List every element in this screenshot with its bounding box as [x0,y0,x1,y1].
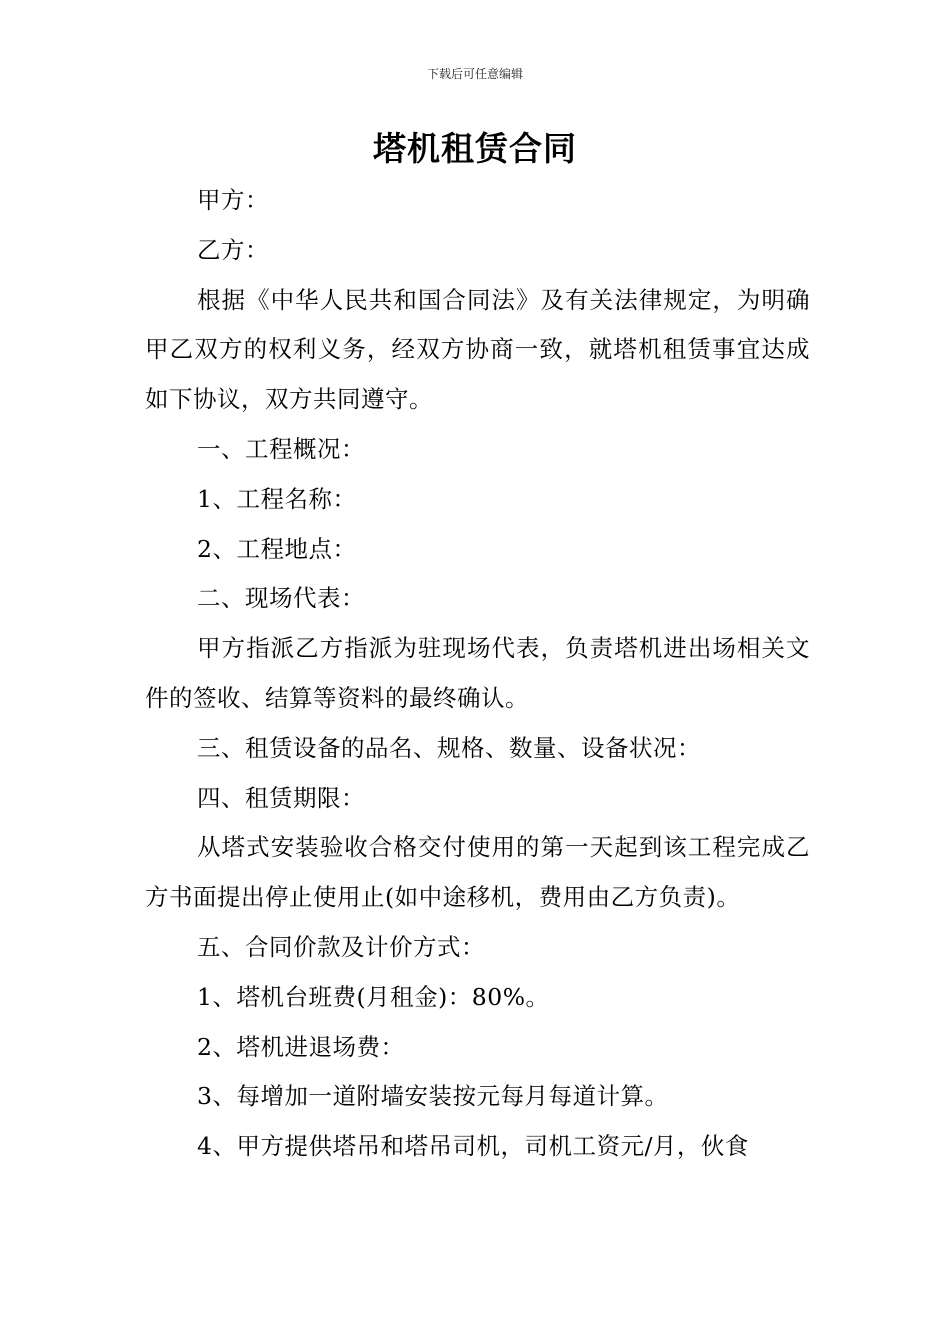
price-item-4: 4、甲方提供塔吊和塔吊司机，司机工资元/月，伙食 [197,1132,749,1161]
section-heading-lease-term: 四、租赁期限： [197,783,365,812]
price-item-3: 3、每增加一道附墙安装按元每月每道计算。 [197,1082,669,1111]
project-location-line: 2、工程地点： [197,534,357,563]
price-item-2: 2、塔机进退场费： [197,1032,405,1061]
document-body [145,176,810,1172]
page-header-note: 下载后可任意编辑 [426,67,523,81]
section-heading-site-representative: 二、现场代表： [197,584,365,613]
preamble-paragraph: 根据《中华人民共和国合同法》及有关法律规定，为明确甲乙双方的权利义务，经双方协商一致，就塔机租赁事宜达成如下协议，双方共同遵守。 [145,285,810,414]
section-heading-project-overview: 一、工程概况： [197,434,365,463]
price-item-1: 1、塔机台班费(月租金)：80%。 [197,982,550,1011]
party-a-line: 甲方： [197,186,269,214]
section-heading-price: 五、合同价款及计价方式： [197,932,485,961]
party-b-line: 乙方： [197,235,269,264]
site-representative-paragraph: 甲方指派乙方指派为驻现场代表，负责塔机进出场相关文件的签收、结算等资料的最终确认。 [145,634,810,712]
project-name-line: 1、工程名称： [197,484,357,513]
section-heading-equipment: 三、租赁设备的品名、规格、数量、设备状况： [197,733,701,762]
lease-term-paragraph: 从塔式安装验收合格交付使用的第一天起到该工程完成乙方书面提出停止使用止(如中途移机，费用由乙方负责)。 [145,833,810,912]
document-title: 塔机租赁合同 [373,129,577,168]
